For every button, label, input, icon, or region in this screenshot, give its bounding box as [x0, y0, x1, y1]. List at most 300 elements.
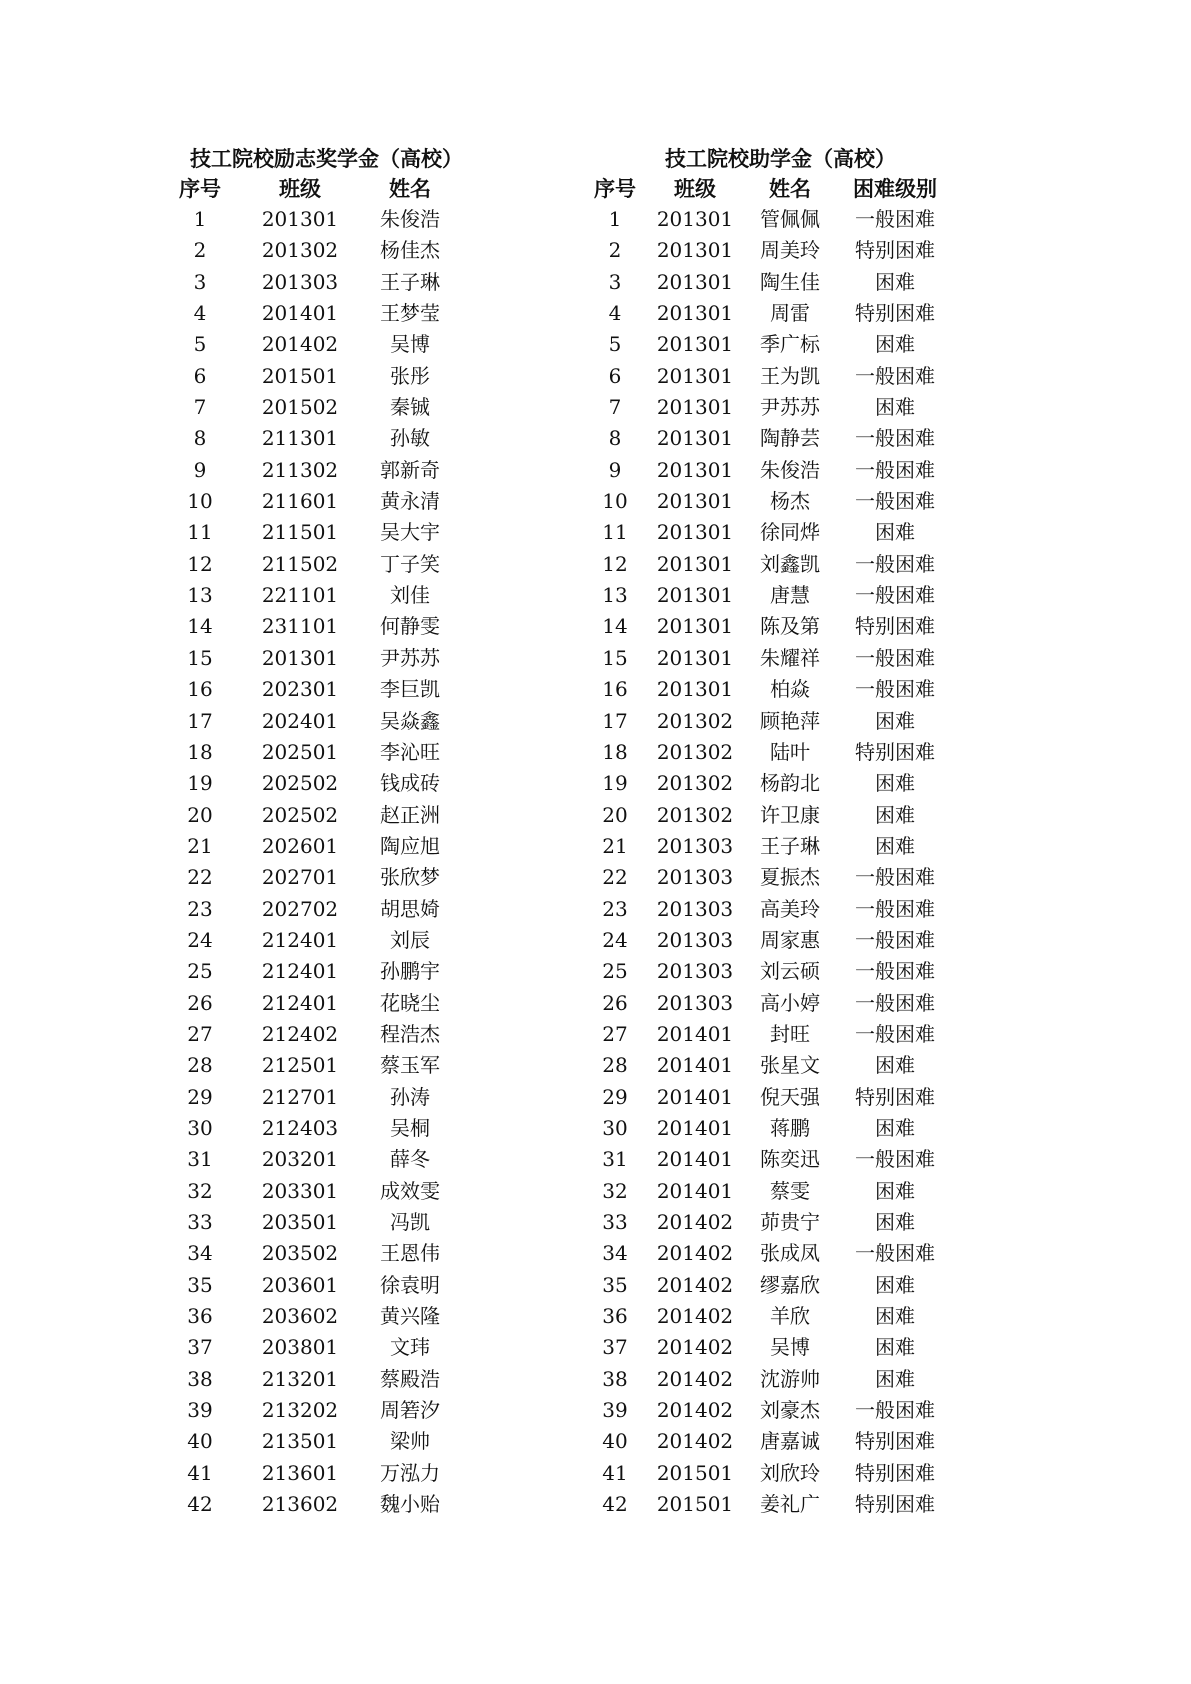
- cell-seq: 37: [187, 1335, 213, 1360]
- header-class: 班级: [279, 176, 321, 201]
- cell-seq: 11: [602, 520, 628, 545]
- table-row: [585, 956, 985, 987]
- cell-class: 213501: [261, 1429, 339, 1454]
- header-name: 姓名: [769, 176, 811, 201]
- cell-name: 周雷: [770, 301, 810, 326]
- table-row: [180, 956, 480, 987]
- cell-class: 212403: [261, 1115, 339, 1140]
- table-row: [180, 235, 480, 266]
- cell-name: 陈奕迅: [760, 1147, 820, 1172]
- cell-difficulty-level: 特别困难: [855, 1492, 935, 1517]
- cell-name: 魏小贻: [380, 1492, 440, 1517]
- table-row: [180, 862, 480, 893]
- cell-seq: 22: [187, 865, 213, 890]
- cell-class: 201301: [656, 238, 734, 263]
- cell-seq: 35: [602, 1272, 628, 1297]
- cell-class: 201301: [656, 583, 734, 608]
- cell-name: 高美玲: [760, 896, 820, 921]
- table-row: [585, 737, 985, 768]
- cell-class: 201301: [656, 269, 734, 294]
- cell-difficulty-level: 困难: [875, 1304, 915, 1329]
- cell-name: 周家惠: [760, 927, 820, 952]
- table-row: [180, 1238, 480, 1269]
- cell-name: 顾艳萍: [760, 708, 820, 733]
- cell-class: 203602: [261, 1304, 339, 1329]
- table-row: [585, 1113, 985, 1144]
- cell-class: 201303: [656, 833, 734, 858]
- cell-name: 吴大宇: [380, 520, 440, 545]
- cell-difficulty-level: 困难: [875, 332, 915, 357]
- cell-class: 212402: [261, 1021, 339, 1046]
- cell-seq: 3: [193, 269, 207, 294]
- scholarship-header-row: [180, 174, 480, 204]
- cell-name: 刘云硕: [760, 959, 820, 984]
- cell-seq: 7: [193, 395, 207, 420]
- cell-seq: 42: [602, 1492, 628, 1517]
- cell-seq: 38: [187, 1366, 213, 1391]
- cell-name: 孙涛: [390, 1084, 430, 1109]
- cell-name: 朱俊浩: [380, 207, 440, 231]
- cell-name: 蔡殿浩: [380, 1366, 440, 1391]
- table-row: [180, 1019, 480, 1050]
- cell-class: 201301: [656, 614, 734, 639]
- table-row: [585, 580, 985, 611]
- cell-difficulty-level: 一般困难: [855, 959, 935, 984]
- table-row: [585, 988, 985, 1019]
- table-row: [180, 1144, 480, 1175]
- cell-name: 张成凤: [760, 1241, 820, 1266]
- cell-class: 211501: [261, 520, 339, 545]
- cell-name: 沈游帅: [760, 1366, 820, 1391]
- cell-class: 201301: [656, 207, 734, 231]
- cell-class: 201401: [656, 1115, 734, 1140]
- cell-name: 陶静芸: [760, 426, 820, 451]
- cell-name: 杨佳杰: [380, 238, 440, 263]
- cell-name: 王子琳: [380, 269, 440, 294]
- cell-class: 202502: [261, 802, 339, 827]
- cell-name: 姜礼广: [760, 1492, 820, 1517]
- cell-name: 朱俊浩: [760, 457, 820, 482]
- cell-name: 张彤: [390, 363, 430, 388]
- cell-class: 201402: [656, 1210, 734, 1234]
- cell-seq: 36: [187, 1304, 213, 1329]
- cell-name: 吴桐: [390, 1115, 430, 1140]
- cell-seq: 26: [187, 990, 213, 1015]
- cell-seq: 1: [608, 207, 622, 231]
- table-row: [585, 1458, 985, 1489]
- cell-class: 203502: [261, 1241, 339, 1266]
- cell-difficulty-level: 一般困难: [855, 1021, 935, 1046]
- cell-class: 201301: [656, 677, 734, 702]
- cell-name: 茆贵宁: [760, 1210, 820, 1234]
- cell-class: 201301: [656, 363, 734, 388]
- cell-name: 梁帅: [390, 1429, 430, 1454]
- cell-difficulty-level: 一般困难: [855, 457, 935, 482]
- cell-name: 缪嘉欣: [760, 1272, 820, 1297]
- cell-seq: 31: [187, 1147, 213, 1172]
- cell-class: 201401: [656, 1021, 734, 1046]
- cell-seq: 30: [602, 1115, 628, 1140]
- table-row: [180, 329, 480, 360]
- table-row: [585, 235, 985, 266]
- cell-seq: 3: [608, 269, 622, 294]
- cell-class: 211502: [261, 551, 339, 576]
- cell-name: 王恩伟: [380, 1241, 440, 1266]
- cell-class: 201303: [656, 990, 734, 1015]
- cell-class: 201301: [656, 520, 734, 545]
- table-row: [180, 643, 480, 674]
- cell-seq: 18: [187, 739, 213, 764]
- cell-class: 203501: [261, 1210, 339, 1234]
- header-name: 姓名: [389, 176, 431, 201]
- cell-difficulty-level: 特别困难: [855, 301, 935, 326]
- cell-name: 徐同烨: [760, 520, 820, 545]
- cell-seq: 40: [187, 1429, 213, 1454]
- table-row: [585, 1238, 985, 1269]
- cell-class: 202702: [261, 896, 339, 921]
- cell-seq: 5: [193, 332, 207, 357]
- table-row: [585, 549, 985, 580]
- cell-difficulty-level: 一般困难: [855, 207, 935, 231]
- table-row: [180, 1176, 480, 1207]
- cell-name: 孙敏: [390, 426, 430, 451]
- cell-name: 丁子笑: [380, 551, 440, 576]
- table-row: [180, 831, 480, 862]
- cell-seq: 13: [187, 583, 213, 608]
- table-row: [585, 1082, 985, 1113]
- cell-class: 221101: [261, 583, 339, 608]
- cell-seq: 16: [602, 677, 628, 702]
- cell-class: 201301: [656, 395, 734, 420]
- cell-seq: 12: [187, 551, 213, 576]
- table-row: [180, 800, 480, 831]
- cell-name: 吴焱鑫: [380, 708, 440, 733]
- cell-name: 尹苏苏: [380, 645, 440, 670]
- table-row: [585, 800, 985, 831]
- cell-seq: 7: [608, 395, 622, 420]
- cell-name: 胡思婍: [380, 896, 440, 921]
- table-row: [585, 706, 985, 737]
- cell-seq: 6: [193, 363, 207, 388]
- cell-seq: 27: [602, 1021, 628, 1046]
- cell-name: 王梦莹: [380, 301, 440, 326]
- cell-difficulty-level: 一般困难: [855, 1398, 935, 1423]
- cell-seq: 24: [187, 927, 213, 952]
- cell-class: 201302: [261, 238, 339, 263]
- table-row: [180, 1301, 480, 1332]
- table-row: [585, 768, 985, 799]
- cell-class: 201402: [656, 1429, 734, 1454]
- cell-seq: 18: [602, 739, 628, 764]
- cell-name: 吴博: [390, 332, 430, 357]
- table-row: [585, 1395, 985, 1426]
- cell-name: 朱耀祥: [760, 645, 820, 670]
- cell-name: 吴博: [770, 1335, 810, 1360]
- table-row: [585, 517, 985, 548]
- cell-name: 何静雯: [380, 614, 440, 639]
- cell-class: 201301: [656, 645, 734, 670]
- cell-name: 羊欣: [770, 1304, 810, 1329]
- cell-seq: 39: [602, 1398, 628, 1423]
- cell-difficulty-level: 困难: [875, 1366, 915, 1391]
- table-row: [585, 1364, 985, 1395]
- cell-difficulty-level: 一般困难: [855, 677, 935, 702]
- header-seq: 序号: [594, 176, 636, 201]
- cell-name: 封旺: [770, 1021, 810, 1046]
- table-row: [585, 1301, 985, 1332]
- cell-seq: 32: [187, 1178, 213, 1203]
- table-row: [180, 423, 480, 454]
- cell-class: 212401: [261, 927, 339, 952]
- cell-name: 万泓力: [380, 1460, 440, 1485]
- cell-seq: 14: [602, 614, 628, 639]
- cell-seq: 41: [602, 1460, 628, 1485]
- cell-name: 钱成砖: [380, 771, 440, 796]
- cell-seq: 36: [602, 1304, 628, 1329]
- cell-difficulty-level: 特别困难: [855, 614, 935, 639]
- cell-name: 周箬汐: [380, 1398, 440, 1423]
- cell-seq: 4: [608, 301, 622, 326]
- cell-name: 文玮: [390, 1335, 430, 1360]
- cell-class: 201303: [656, 927, 734, 952]
- table-row: [585, 1207, 985, 1238]
- cell-seq: 28: [602, 1053, 628, 1078]
- cell-class: 211301: [261, 426, 339, 451]
- cell-difficulty-level: 困难: [875, 771, 915, 796]
- table-row: [180, 1113, 480, 1144]
- cell-class: 202401: [261, 708, 339, 733]
- cell-seq: 23: [187, 896, 213, 921]
- cell-name: 成效雯: [380, 1178, 440, 1203]
- cell-difficulty-level: 一般困难: [855, 583, 935, 608]
- scholarship-table: [180, 144, 480, 1520]
- table-row: [180, 768, 480, 799]
- table-row: [585, 831, 985, 862]
- cell-seq: 28: [187, 1053, 213, 1078]
- cell-seq: 20: [602, 802, 628, 827]
- table-row: [180, 1395, 480, 1426]
- cell-difficulty-level: 一般困难: [855, 1147, 935, 1172]
- cell-seq: 9: [193, 457, 207, 482]
- table-row: [585, 423, 985, 454]
- cell-difficulty-level: 特别困难: [855, 1429, 935, 1454]
- cell-seq: 12: [602, 551, 628, 576]
- table-row: [585, 1144, 985, 1175]
- header-difficulty-level: 困难级别: [853, 176, 937, 201]
- cell-seq: 19: [602, 771, 628, 796]
- cell-name: 黄永清: [380, 489, 440, 514]
- scholarship-rows: [180, 204, 480, 1520]
- cell-class: 201401: [656, 1178, 734, 1203]
- table-row: [585, 1426, 985, 1457]
- cell-seq: 14: [187, 614, 213, 639]
- table-row: [585, 1019, 985, 1050]
- cell-name: 徐袁明: [380, 1272, 440, 1297]
- cell-seq: 29: [602, 1084, 628, 1109]
- cell-seq: 24: [602, 927, 628, 952]
- cell-class: 201401: [656, 1053, 734, 1078]
- cell-class: 203601: [261, 1272, 339, 1297]
- table-row: [180, 392, 480, 423]
- cell-name: 冯凯: [390, 1210, 430, 1234]
- cell-name: 花晓尘: [380, 990, 440, 1015]
- cell-difficulty-level: 一般困难: [855, 1241, 935, 1266]
- cell-seq: 23: [602, 896, 628, 921]
- cell-name: 赵正洲: [380, 802, 440, 827]
- cell-seq: 20: [187, 802, 213, 827]
- cell-seq: 32: [602, 1178, 628, 1203]
- table-row: [180, 1050, 480, 1081]
- cell-name: 王子琳: [760, 833, 820, 858]
- table-row: [180, 1426, 480, 1457]
- cell-name: 刘辰: [390, 927, 430, 952]
- table-row: [180, 580, 480, 611]
- header-seq: 序号: [179, 176, 221, 201]
- cell-class: 201302: [656, 771, 734, 796]
- table-row: [585, 1270, 985, 1301]
- cell-name: 陈及第: [760, 614, 820, 639]
- table-row: [180, 1364, 480, 1395]
- cell-difficulty-level: 一般困难: [855, 896, 935, 921]
- table-row: [180, 361, 480, 392]
- table-row: [585, 1332, 985, 1363]
- cell-difficulty-level: 特别困难: [855, 1460, 935, 1485]
- cell-name: 刘鑫凯: [760, 551, 820, 576]
- cell-name: 孙鹏宇: [380, 959, 440, 984]
- cell-class: 201502: [261, 395, 339, 420]
- cell-class: 201402: [656, 1272, 734, 1297]
- cell-name: 杨杰: [770, 489, 810, 514]
- cell-seq: 1: [193, 207, 207, 231]
- cell-name: 刘佳: [390, 583, 430, 608]
- cell-class: 201402: [656, 1366, 734, 1391]
- cell-class: 201402: [656, 1304, 734, 1329]
- cell-class: 201401: [656, 1084, 734, 1109]
- table-row: [180, 267, 480, 298]
- cell-difficulty-level: 特别困难: [855, 238, 935, 263]
- cell-class: 201303: [656, 896, 734, 921]
- cell-name: 倪天强: [760, 1084, 820, 1109]
- cell-difficulty-level: 特别困难: [855, 739, 935, 764]
- cell-class: 201301: [656, 457, 734, 482]
- cell-class: 201301: [656, 332, 734, 357]
- table-row: [180, 1082, 480, 1113]
- cell-difficulty-level: 一般困难: [855, 927, 935, 952]
- table-row: [585, 674, 985, 705]
- table-row: [180, 204, 480, 235]
- table-row: [180, 894, 480, 925]
- cell-name: 秦铖: [390, 395, 430, 420]
- cell-difficulty-level: 困难: [875, 1335, 915, 1360]
- cell-class: 203801: [261, 1335, 339, 1360]
- cell-class: 201401: [656, 1147, 734, 1172]
- table-row: [180, 1458, 480, 1489]
- cell-seq: 27: [187, 1021, 213, 1046]
- table-row: [585, 1050, 985, 1081]
- cell-class: 201301: [656, 301, 734, 326]
- cell-name: 陶应旭: [380, 833, 440, 858]
- table-row: [585, 1176, 985, 1207]
- table-row: [585, 204, 985, 235]
- cell-name: 蒋鹏: [770, 1115, 810, 1140]
- cell-class: 201302: [656, 802, 734, 827]
- cell-name: 唐慧: [770, 583, 810, 608]
- cell-class: 212701: [261, 1084, 339, 1109]
- cell-name: 刘欣玲: [760, 1460, 820, 1485]
- cell-seq: 6: [608, 363, 622, 388]
- cell-seq: 38: [602, 1366, 628, 1391]
- cell-seq: 13: [602, 583, 628, 608]
- cell-seq: 8: [193, 426, 207, 451]
- cell-class: 201402: [656, 1335, 734, 1360]
- cell-name: 蔡雯: [770, 1178, 810, 1203]
- cell-name: 李沁旺: [380, 739, 440, 764]
- cell-seq: 22: [602, 865, 628, 890]
- scholarship-title: 技工院校励志奖学金（高校）: [190, 146, 463, 171]
- cell-seq: 21: [602, 833, 628, 858]
- table-row: [180, 1207, 480, 1238]
- table-row: [585, 267, 985, 298]
- cell-class: 211302: [261, 457, 339, 482]
- table-row: [180, 925, 480, 956]
- cell-class: 213602: [261, 1492, 339, 1517]
- cell-name: 薛冬: [390, 1147, 430, 1172]
- cell-difficulty-level: 一般困难: [855, 426, 935, 451]
- cell-seq: 9: [608, 457, 622, 482]
- cell-class: 212401: [261, 990, 339, 1015]
- cell-class: 212501: [261, 1053, 339, 1078]
- cell-name: 郭新奇: [380, 457, 440, 482]
- cell-name: 程浩杰: [380, 1021, 440, 1046]
- cell-class: 213202: [261, 1398, 339, 1423]
- cell-class: 212401: [261, 959, 339, 984]
- cell-class: 213601: [261, 1460, 339, 1485]
- cell-seq: 10: [602, 489, 628, 514]
- cell-class: 213201: [261, 1366, 339, 1391]
- table-row: [585, 486, 985, 517]
- table-row: [180, 298, 480, 329]
- cell-class: 201301: [261, 645, 339, 670]
- table-row: [585, 611, 985, 642]
- cell-seq: 16: [187, 677, 213, 702]
- cell-seq: 30: [187, 1115, 213, 1140]
- cell-seq: 8: [608, 426, 622, 451]
- cell-seq: 17: [602, 708, 628, 733]
- header-class: 班级: [674, 176, 716, 201]
- cell-class: 202501: [261, 739, 339, 764]
- cell-class: 201301: [656, 551, 734, 576]
- cell-seq: 40: [602, 1429, 628, 1454]
- cell-difficulty-level: 困难: [875, 1115, 915, 1140]
- table-row: [180, 706, 480, 737]
- grant-header-row: [585, 174, 985, 204]
- cell-class: 201501: [656, 1492, 734, 1517]
- cell-name: 唐嘉诚: [760, 1429, 820, 1454]
- grant-rows: [585, 204, 985, 1520]
- cell-name: 张星文: [760, 1053, 820, 1078]
- cell-seq: 10: [187, 489, 213, 514]
- table-row: [180, 611, 480, 642]
- table-row: [180, 486, 480, 517]
- cell-class: 201402: [261, 332, 339, 357]
- cell-difficulty-level: 困难: [875, 802, 915, 827]
- cell-seq: 2: [193, 238, 207, 263]
- cell-difficulty-level: 困难: [875, 1053, 915, 1078]
- table-row: [180, 549, 480, 580]
- cell-seq: 34: [602, 1241, 628, 1266]
- cell-class: 203201: [261, 1147, 339, 1172]
- grant-title: 技工院校助学金（高校）: [665, 146, 896, 171]
